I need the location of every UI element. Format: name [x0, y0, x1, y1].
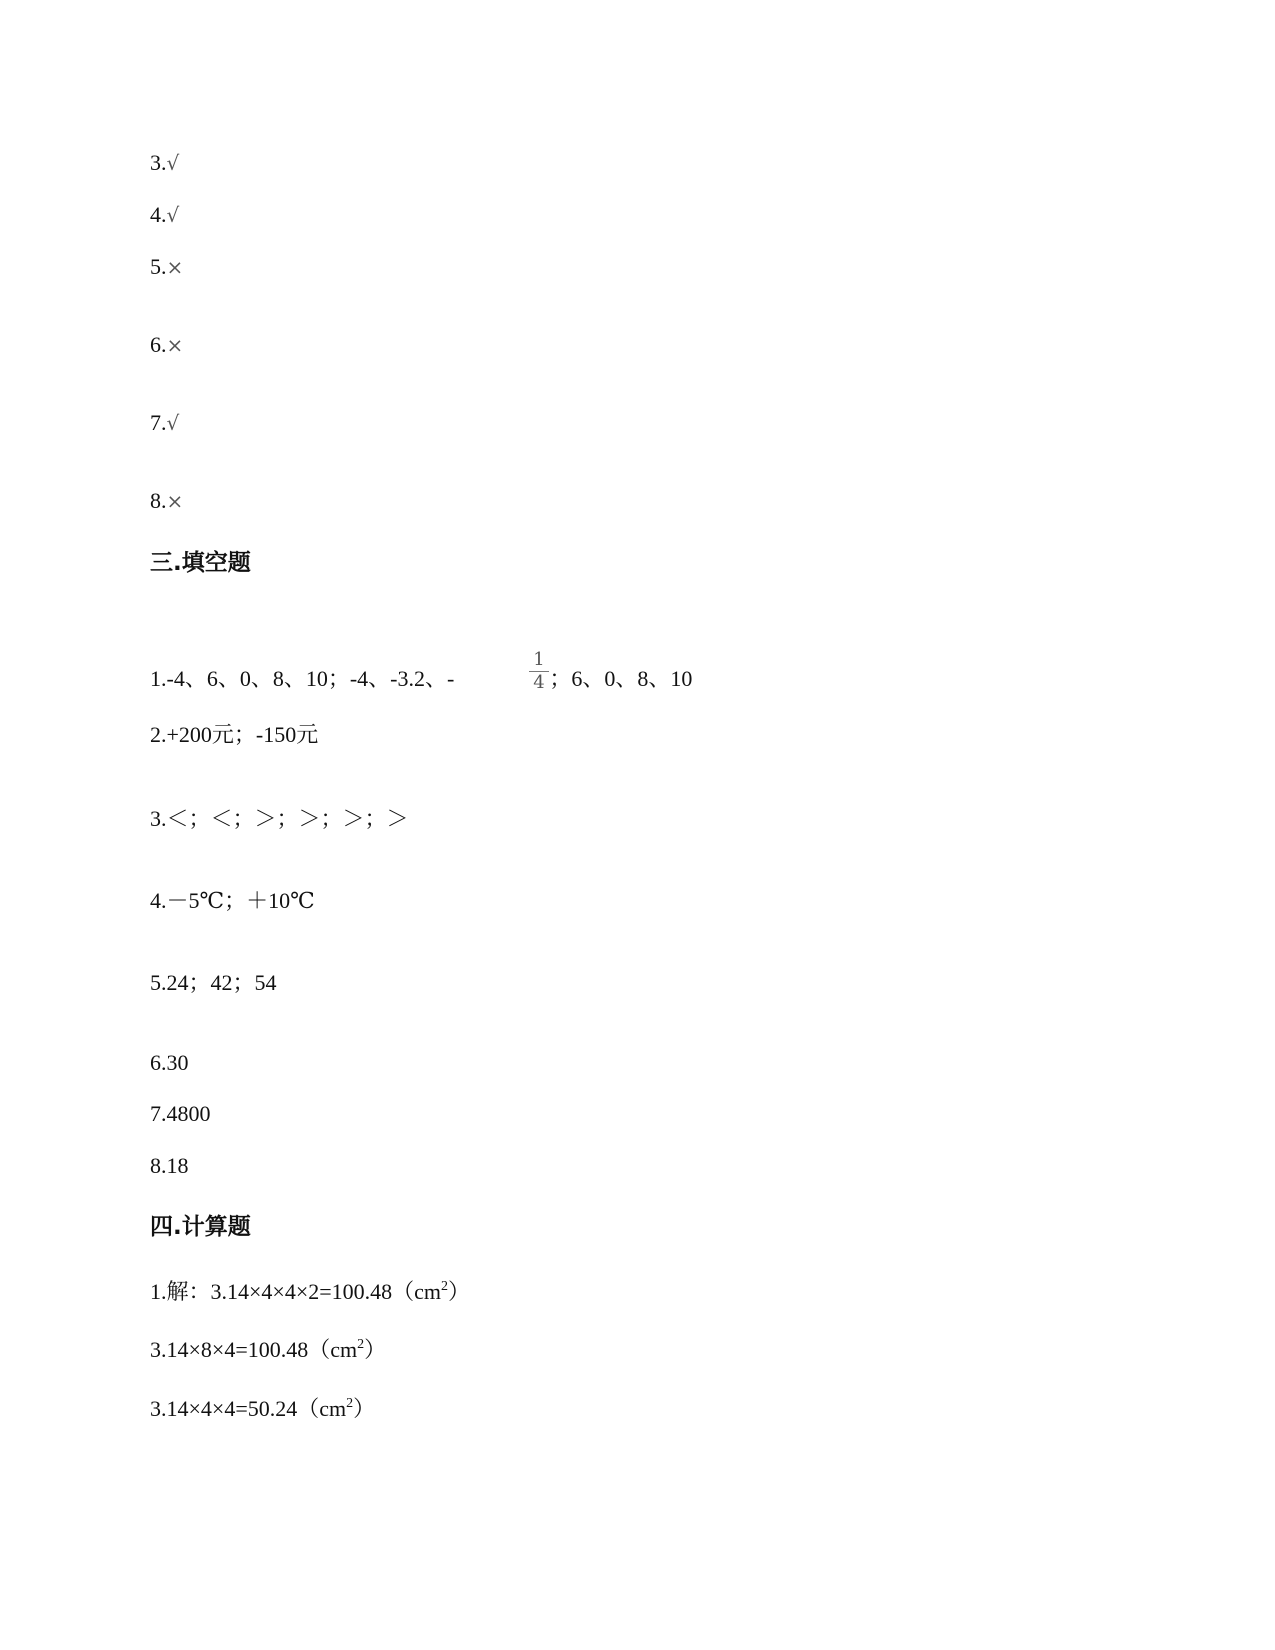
superscript: 2: [357, 1337, 365, 1352]
cross-mark: ×: [166, 255, 184, 279]
fraction-one-quarter: [525, 650, 553, 693]
answer-number: 5.: [150, 254, 167, 279]
fill-answer-3: 3.＜；＜；＞；＞；＞；＞: [150, 806, 409, 831]
fill-answer-7: 7.4800: [150, 1101, 211, 1126]
check-mark: √: [166, 203, 180, 227]
calc-line-3-text: 3.14×4×4=50.24（cm: [150, 1396, 347, 1421]
calc-line-1-text: 1.解：3.14×4×4×2=100.48（cm: [150, 1279, 442, 1304]
answer-number: 7.: [150, 410, 167, 435]
check-mark: √: [166, 151, 180, 175]
judge-answer-6: [150, 332, 183, 358]
superscript: 2: [441, 1279, 449, 1294]
answer-number: 4.: [150, 202, 167, 227]
fill-answer-2: 2.+200元；-150元: [150, 722, 319, 747]
calc-line-3: [150, 1396, 375, 1422]
close-paren: ）: [448, 1279, 471, 1304]
fill-answer-8: 8.18: [150, 1153, 189, 1178]
section-title-calculation: 四.计算题: [150, 1214, 251, 1240]
fraction-numerator: 1: [533, 649, 545, 670]
fill-answer-6: 6.30: [150, 1050, 189, 1075]
judge-answer-7: [150, 410, 179, 436]
check-mark: √: [166, 411, 180, 435]
close-paren: ）: [364, 1337, 387, 1362]
answer-number: 6.: [150, 332, 167, 357]
answer-number: 3.: [150, 150, 167, 175]
fill-answer-4: 4.－5℃；＋10℃: [150, 888, 315, 913]
judge-answer-4: [150, 202, 179, 228]
judge-answer-3: [150, 150, 179, 176]
calc-line-1: [150, 1279, 470, 1305]
fill-answer-1-part2: ；6、0、8、10: [549, 666, 693, 691]
cross-mark: ×: [166, 489, 184, 513]
answer-number: 8.: [150, 488, 167, 513]
calc-line-2-text: 3.14×8×4=100.48（cm: [150, 1337, 358, 1362]
judge-answer-8: [150, 488, 183, 514]
cross-mark: ×: [166, 333, 184, 357]
fill-answer-1: [150, 666, 692, 692]
fill-answer-1-part1: 1.-4、6、0、8、10；-4、-3.2、-: [150, 666, 455, 691]
fill-answer-5: 5.24；42；54: [150, 970, 277, 995]
judge-answer-5: [150, 254, 183, 280]
close-paren: ）: [353, 1396, 376, 1421]
section-title-fill-in: 三.填空题: [150, 550, 251, 576]
calc-line-2: [150, 1337, 386, 1363]
fraction-denominator: 4: [533, 672, 545, 693]
superscript: 2: [346, 1396, 354, 1411]
